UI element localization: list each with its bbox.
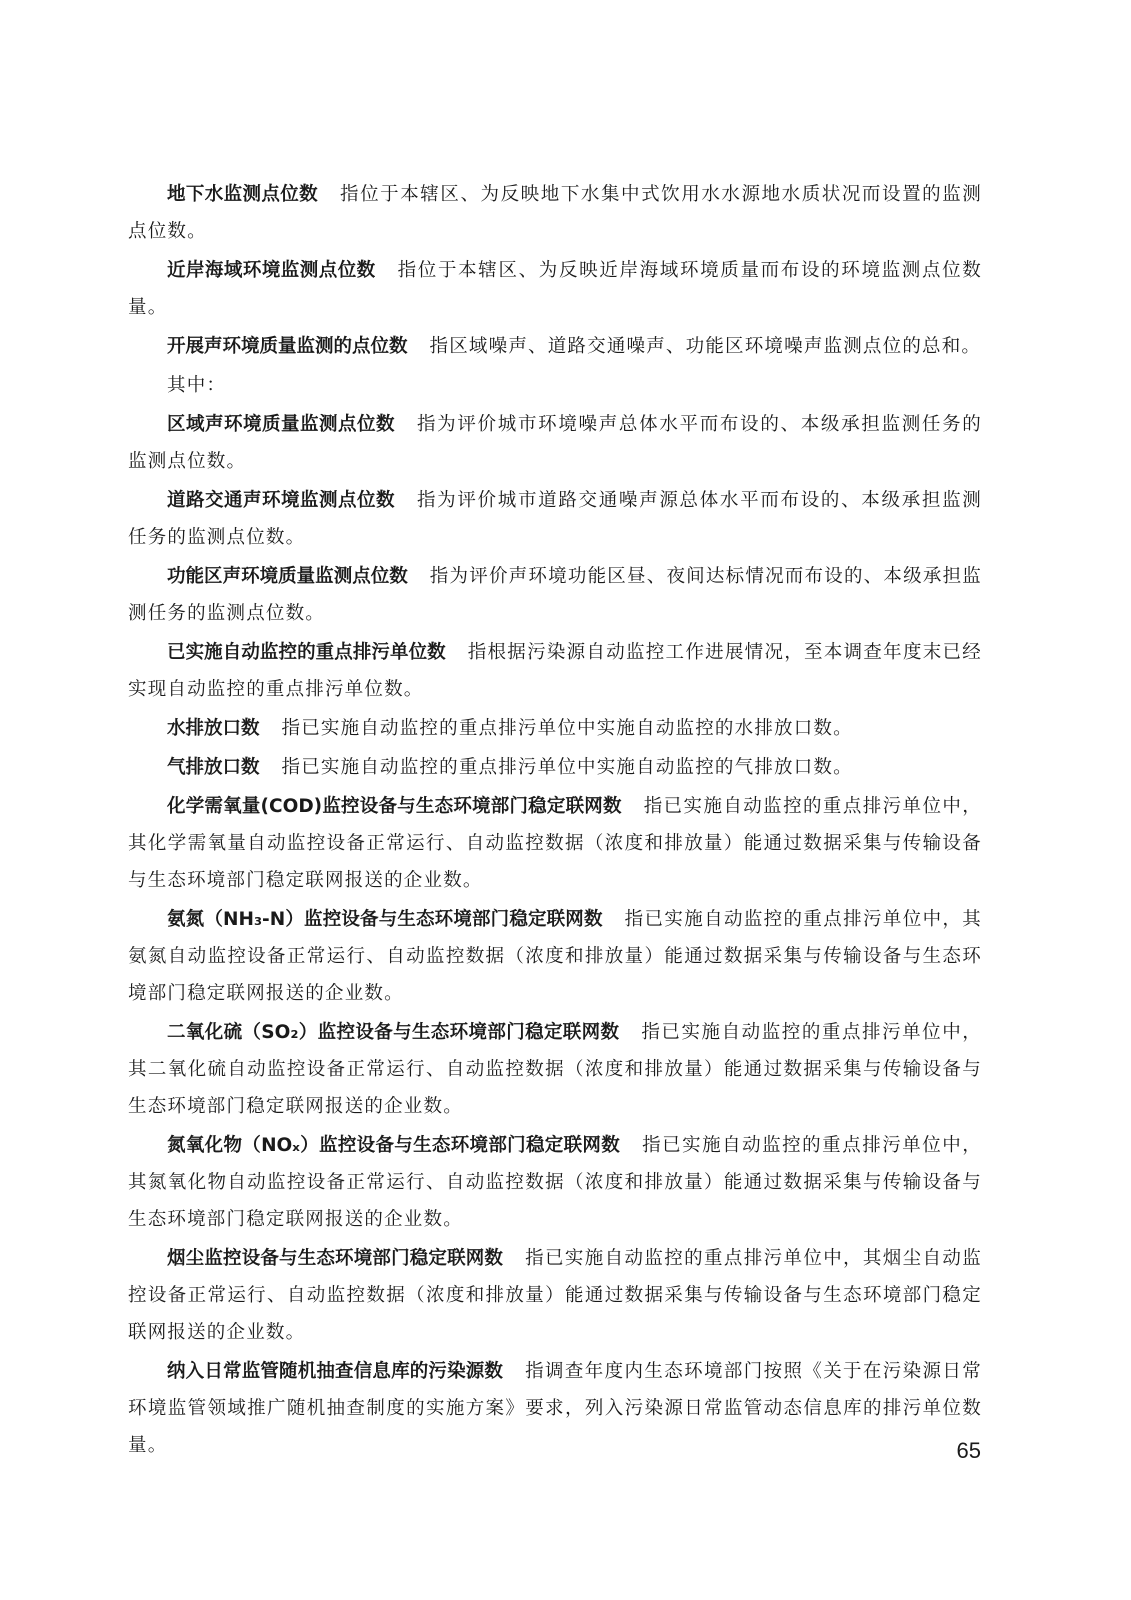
definition-text: 指已实施自动监控的重点排污单位中，其氮氧化物自动监控设备正常运行、自动监控数据（浓度和排放量）能通过数据采集与传输设备与生态环境部门稳定联网报送的企业数。 [128, 1135, 982, 1230]
term: 气排放口数 [167, 757, 260, 778]
definition-text: 指已实施自动监控的重点排污单位中，其烟尘自动监控设备正常运行、自动监控数据（浓度和排放量）能通过数据采集与传输设备与生态环境部门稳定联网报送的企业数。 [128, 1248, 982, 1343]
term: 化学需氧量(COD)监控设备与生态环境部门稳定联网数 [167, 796, 622, 817]
definition-entry [128, 1014, 982, 1125]
term: 烟尘监控设备与生态环境部门稳定联网数 [167, 1248, 504, 1269]
term: 功能区声环境质量监测点位数 [167, 566, 408, 587]
page-number: 65 [956, 1438, 981, 1463]
definition-text: 指已实施自动监控的重点排污单位中实施自动监控的水排放口数。 [281, 718, 853, 739]
definition-entry [128, 482, 982, 556]
sub-heading [128, 367, 982, 404]
term: 氨氮（NH₃-N）监控设备与生态环境部门稳定联网数 [167, 909, 603, 930]
definitions-list [128, 176, 982, 1466]
definition-text: 指位于本辖区、为反映地下水集中式饮用水水源地水质状况而设置的监测点位数。 [128, 184, 982, 242]
term: 地下水监测点位数 [167, 184, 318, 205]
definition-entry [128, 788, 982, 899]
definition-entry [128, 749, 982, 786]
definition-text: 指为评价城市环境噪声总体水平而布设的、本级承担监测任务的监测点位数。 [128, 414, 982, 472]
definition-text: 指已实施自动监控的重点排污单位中，其二氧化硫自动监控设备正常运行、自动监控数据（浓度和排放量）能通过数据采集与传输设备与生态环境部门稳定联网报送的企业数。 [128, 1022, 982, 1117]
definition-entry [128, 252, 982, 326]
definition-entry [128, 558, 982, 632]
term: 开展声环境质量监测的点位数 [167, 336, 408, 357]
definition-text: 指已实施自动监控的重点排污单位中，其化学需氧量自动监控设备正常运行、自动监控数据（浓度和排放量）能通过数据采集与传输设备与生态环境部门稳定联网报送的企业数。 [128, 796, 982, 891]
definition-entry [128, 406, 982, 480]
term: 二氧化硫（SO₂）监控设备与生态环境部门稳定联网数 [167, 1022, 620, 1043]
definition-text: 指已实施自动监控的重点排污单位中，其氨氮自动监控设备正常运行、自动监控数据（浓度和排放量）能通过数据采集与传输设备与生态环境部门稳定联网报送的企业数。 [128, 909, 982, 1004]
definition-text: 其中： [167, 375, 227, 396]
term: 近岸海域环境监测点位数 [167, 260, 376, 281]
definition-entry [128, 710, 982, 747]
definition-entry [128, 1240, 982, 1351]
definition-entry [128, 1127, 982, 1238]
term: 纳入日常监管随机抽查信息库的污染源数 [167, 1361, 504, 1382]
definition-text: 指位于本辖区、为反映近岸海域环境质量而布设的环境监测点位数量。 [128, 260, 982, 318]
term: 水排放口数 [167, 718, 260, 739]
term: 道路交通声环境监测点位数 [167, 490, 395, 511]
definition-text: 指区域噪声、道路交通噪声、功能区环境噪声监测点位的总和。 [429, 336, 982, 357]
definition-text: 指已实施自动监控的重点排污单位中实施自动监控的气排放口数。 [281, 757, 853, 778]
term: 氮氧化物（NOₓ）监控设备与生态环境部门稳定联网数 [167, 1135, 621, 1156]
definition-text: 指为评价声环境功能区昼、夜间达标情况而布设的、本级承担监测任务的监测点位数。 [128, 566, 982, 624]
definition-entry [128, 328, 982, 365]
definition-entry [128, 1353, 982, 1464]
definition-entry [128, 901, 982, 1012]
definition-text: 指根据污染源自动监控工作进展情况，至本调查年度末已经实现自动监控的重点排污单位数。 [128, 642, 982, 700]
term: 已实施自动监控的重点排污单位数 [167, 642, 446, 663]
definition-text: 指调查年度内生态环境部门按照《关于在污染源日常环境监管领域推广随机抽查制度的实施方案》要求，列入污染源日常监管动态信息库的排污单位数量。 [128, 1361, 982, 1456]
definition-entry [128, 176, 982, 250]
definition-text: 指为评价城市道路交通噪声源总体水平而布设的、本级承担监测任务的监测点位数。 [128, 490, 982, 548]
definition-entry [128, 634, 982, 708]
term: 区域声环境质量监测点位数 [167, 414, 395, 435]
